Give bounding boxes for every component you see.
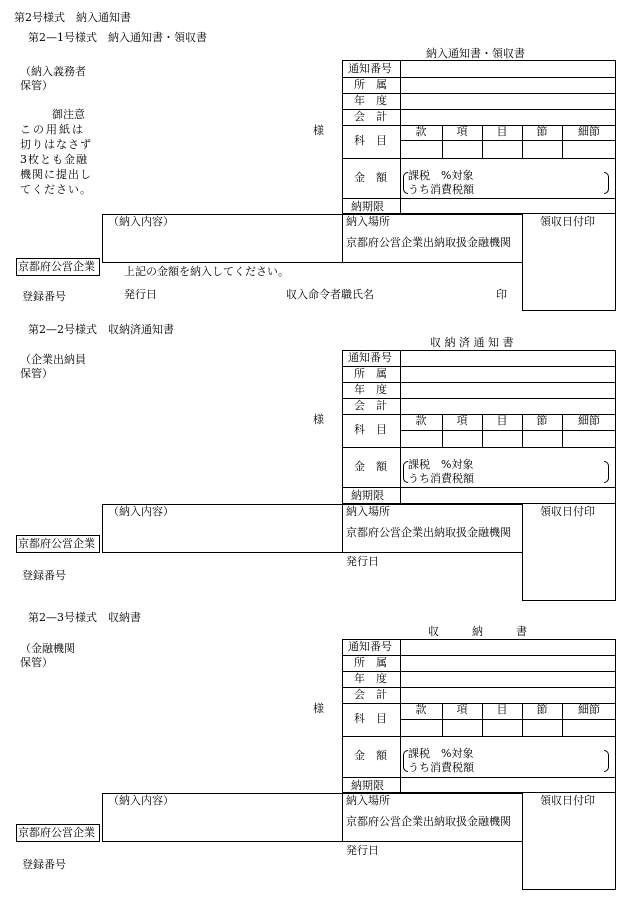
field-affiliation: 所 属 — [354, 367, 387, 380]
form2-honorific: 様 — [313, 413, 324, 426]
place-value: 京都府公営企業出納取扱金融機関 — [346, 526, 511, 539]
form3-keeper-line2: 保管） — [20, 656, 53, 669]
request-text: 上記の金額を納入してください。 — [124, 265, 289, 278]
field-account: 会 計 — [354, 688, 387, 701]
subject-col: 目 — [496, 125, 508, 138]
subject-col: 項 — [456, 414, 468, 427]
field-notice-no: 通知番号 — [348, 62, 392, 75]
form2-keeper-line2: 保管） — [20, 367, 53, 380]
notice-line: 切りはなさず — [20, 138, 92, 151]
subject-col: 細節 — [578, 125, 600, 138]
form3-honorific: 様 — [313, 702, 324, 715]
form2-title: 収 納 済 通 知 書 — [430, 336, 514, 349]
subject-col: 節 — [536, 414, 548, 427]
subject-col: 細節 — [578, 703, 600, 716]
field-fiscal-year: 年 度 — [354, 94, 387, 107]
place-value: 京都府公営企業出納取扱金融機関 — [346, 236, 511, 249]
place-label: 納入場所 — [346, 794, 390, 807]
field-fiscal-year: 年 度 — [354, 672, 387, 685]
field-amount: 金 額 — [354, 749, 387, 762]
notice-line: 3枚とも金融 — [20, 153, 88, 166]
form3-keeper-line1: （金融機関 — [20, 642, 75, 655]
stamp-label: 領収日付印 — [540, 215, 595, 228]
form1-honorific: 様 — [313, 124, 324, 137]
content-label: （納入内容） — [108, 215, 174, 228]
field-notice-no: 通知番号 — [348, 351, 392, 364]
content-label: （納入内容） — [108, 505, 174, 518]
reg-no: 登録番号 — [22, 290, 66, 303]
field-deadline: 納期限 — [351, 200, 384, 213]
subject-col: 款 — [415, 703, 427, 716]
reg-no: 登録番号 — [22, 569, 66, 582]
subject-col: 項 — [456, 125, 468, 138]
place-value: 京都府公営企業出納取扱金融機関 — [346, 815, 511, 828]
issue-date: 発行日 — [346, 844, 379, 857]
field-subject: 科 目 — [354, 134, 387, 147]
subject-col: 款 — [415, 414, 427, 427]
field-deadline: 納期限 — [351, 489, 384, 502]
field-subject: 科 目 — [354, 712, 387, 725]
subject-col: 目 — [496, 414, 508, 427]
issue-date: 発行日 — [124, 288, 157, 301]
form1-title: 納入通知書・領収書 — [426, 47, 525, 60]
field-account: 会 計 — [354, 110, 387, 123]
notice-line: てください。 — [20, 183, 92, 196]
form3-title: 収 納 書 — [428, 625, 527, 638]
field-amount: 金 額 — [354, 460, 387, 473]
place-label: 納入場所 — [346, 505, 390, 518]
official-name: 収入命令者職氏名 — [286, 288, 374, 301]
field-affiliation: 所 属 — [354, 78, 387, 91]
subject-col: 節 — [536, 703, 548, 716]
subject-col: 目 — [496, 703, 508, 716]
org-name: 京都府公営企業 — [18, 260, 95, 273]
form2-keeper-line1: （企業出納員 — [20, 353, 86, 366]
org-name: 京都府公営企業 — [18, 537, 95, 550]
notice-line: この用紙は — [20, 123, 85, 136]
subject-col: 款 — [415, 125, 427, 138]
form1-keeper-line2: 保管） — [20, 79, 53, 92]
tax-line1: 課税 %対象 — [408, 169, 474, 182]
org-name: 京都府公営企業 — [18, 826, 95, 839]
subject-col: 節 — [536, 125, 548, 138]
stamp-label: 領収日付印 — [540, 505, 595, 518]
notice-line: 機関に提出し — [20, 168, 92, 181]
tax-line1: 課税 %対象 — [408, 747, 474, 760]
field-subject: 科 目 — [354, 423, 387, 436]
seal: 印 — [496, 288, 507, 301]
tax-line2: うち消費税額 — [408, 761, 474, 774]
field-amount: 金 額 — [354, 171, 387, 184]
issue-date: 発行日 — [346, 555, 379, 568]
stamp-label: 領収日付印 — [540, 794, 595, 807]
tax-line1: 課税 %対象 — [408, 458, 474, 471]
field-notice-no: 通知番号 — [348, 640, 392, 653]
content-label: （納入内容） — [108, 794, 174, 807]
field-fiscal-year: 年 度 — [354, 383, 387, 396]
subject-col: 細節 — [578, 414, 600, 427]
tax-line2: うち消費税額 — [408, 472, 474, 485]
form1-keeper-line1: （納入義務者 — [20, 65, 86, 78]
form-title: 第2号様式 納入通知書 — [14, 11, 131, 24]
field-deadline: 納期限 — [351, 779, 384, 792]
reg-no: 登録番号 — [22, 858, 66, 871]
field-affiliation: 所 属 — [354, 656, 387, 669]
form3-subtitle: 第2—3号様式 収納書 — [28, 611, 141, 624]
form1-subtitle: 第2—1号様式 納入通知書・領収書 — [28, 31, 207, 44]
tax-line2: うち消費税額 — [408, 183, 474, 196]
subject-col: 項 — [456, 703, 468, 716]
notice-title: 御注意 — [52, 108, 85, 121]
place-label: 納入場所 — [346, 215, 390, 228]
field-account: 会 計 — [354, 399, 387, 412]
form2-subtitle: 第2—2号様式 収納済通知書 — [28, 323, 174, 336]
